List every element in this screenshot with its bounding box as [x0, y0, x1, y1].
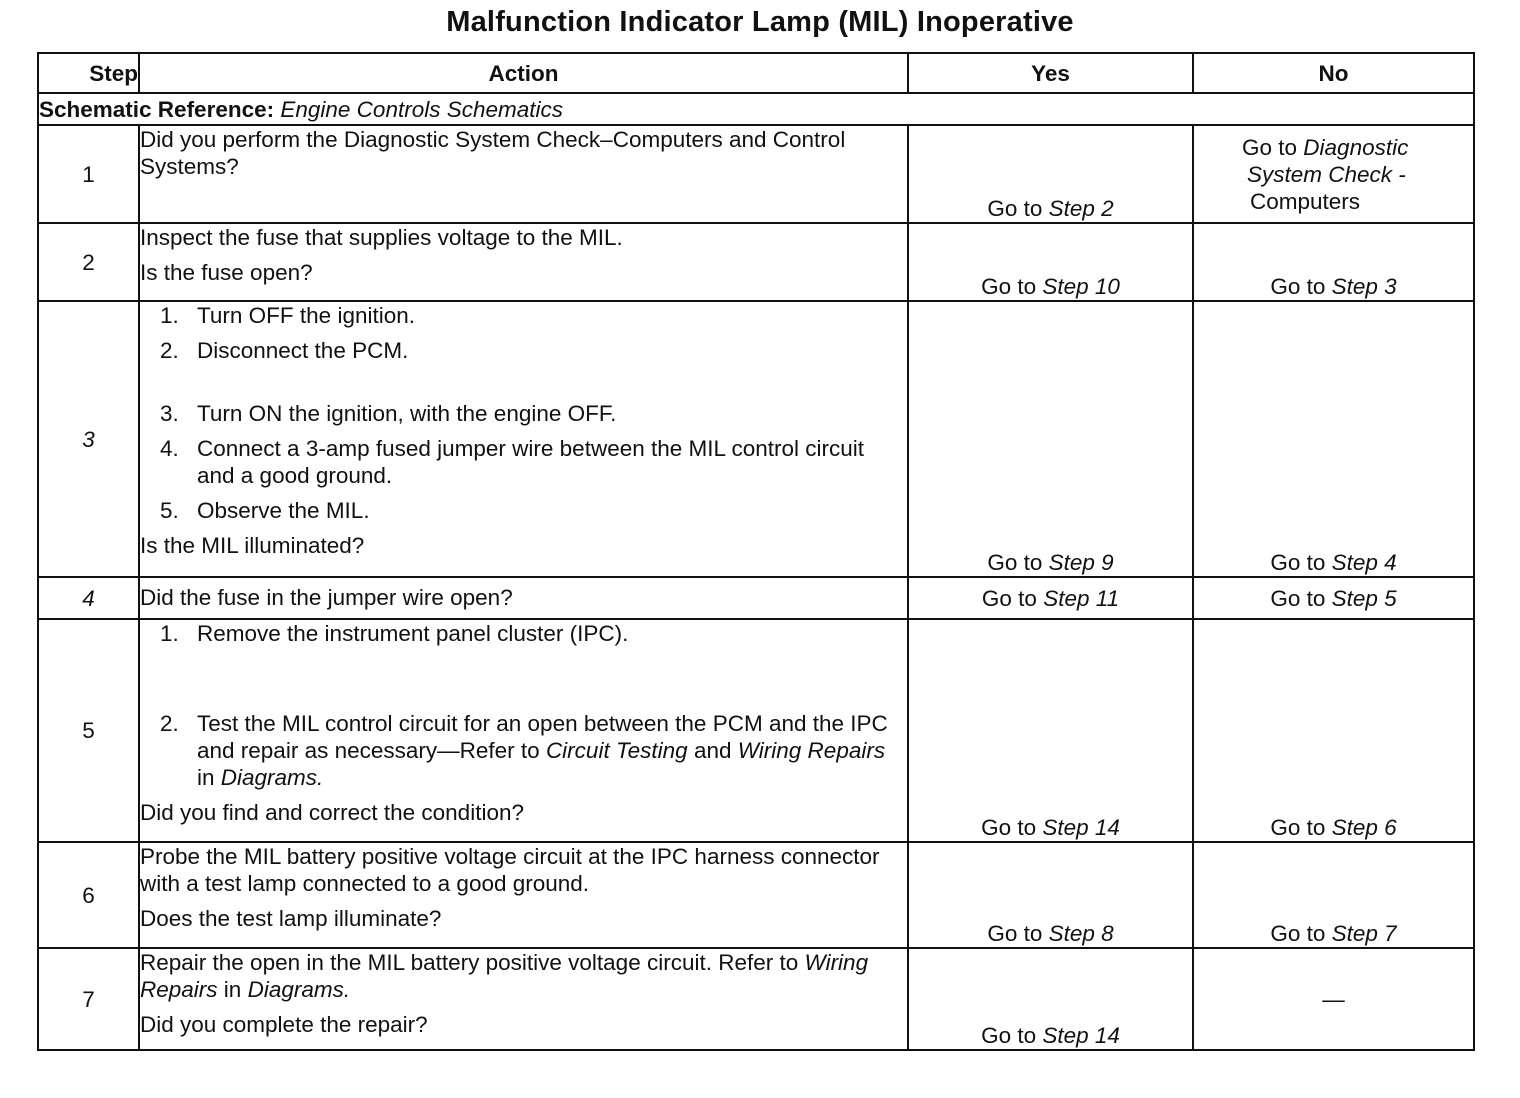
- table-row: [38, 125, 1474, 223]
- yes-step-link[interactable]: Step 14: [1042, 815, 1120, 840]
- go-to-text: Go to: [987, 921, 1043, 946]
- action-text: [140, 949, 907, 1003]
- list-item-text: Test the MIL control circuit for an open between the PCM and the IPC and repair as necessary—Refer to: [197, 711, 888, 763]
- table-row: [38, 619, 1474, 842]
- circuit-testing-link[interactable]: Circuit Testing: [545, 738, 688, 763]
- go-to-text: Go to: [981, 815, 1037, 840]
- step-number: 7: [38, 948, 139, 1050]
- yes-cell: [908, 842, 1193, 948]
- list-item-number: 1.: [160, 303, 179, 328]
- yes-cell: [908, 125, 1193, 223]
- wiring-repairs-link[interactable]: Wiring Repairs: [140, 950, 869, 1002]
- yes-step-link[interactable]: Step 11: [1043, 585, 1120, 611]
- list-item: [140, 302, 907, 329]
- list-item-text: Observe the MIL.: [197, 498, 370, 523]
- no-step-text: Computers: [1250, 189, 1361, 214]
- in-text: in: [223, 977, 242, 1002]
- action-question: Does the test lamp illuminate?: [140, 906, 442, 931]
- action-question: Is the MIL illuminated?: [140, 533, 365, 558]
- go-to-text: Go to: [987, 550, 1043, 575]
- action-cell: [139, 223, 908, 301]
- no-cell: [1193, 948, 1474, 1050]
- list-item: [140, 400, 907, 427]
- wiring-repairs-link[interactable]: Wiring Repairs: [737, 738, 886, 763]
- action-cell: [139, 619, 908, 842]
- yes-step-link[interactable]: Step 10: [1042, 274, 1120, 299]
- schematic-reference-row: [38, 93, 1474, 125]
- action-cell: [139, 125, 908, 223]
- step-number: 2: [38, 223, 139, 301]
- go-to-text: Go to: [981, 585, 1037, 611]
- no-cell: [1193, 577, 1474, 619]
- yes-column-header: Yes: [908, 53, 1193, 93]
- action-question: Did you find and correct the condition?: [140, 800, 524, 825]
- step-number: 1: [38, 125, 139, 223]
- no-cell: [1193, 301, 1474, 577]
- yes-cell: [908, 223, 1193, 301]
- yes-step-link[interactable]: Step 9: [1048, 550, 1114, 575]
- schematic-reference-label: Schematic Reference:: [39, 96, 275, 122]
- yes-step-link[interactable]: Step 8: [1048, 921, 1114, 946]
- action-text: Probe the MIL battery positive voltage circuit at the IPC harness connector with a test lamp connected to a good ground.: [140, 844, 880, 896]
- go-to-text: Go to: [1270, 585, 1326, 611]
- go-to-text: Go to: [1242, 135, 1298, 160]
- list-item-number: 5.: [160, 498, 179, 523]
- go-to-text: Go to: [1270, 921, 1326, 946]
- list-item: [140, 497, 907, 524]
- action-text-main: Repair the open in the MIL battery positive voltage circuit. Refer to: [140, 950, 799, 975]
- header-row: [38, 53, 1474, 93]
- go-to-text: Go to: [1270, 550, 1326, 575]
- table-row: [38, 301, 1474, 577]
- no-cell: [1193, 842, 1474, 948]
- go-to-text: Go to: [1270, 274, 1326, 299]
- action-cell: [139, 301, 908, 577]
- action-cell: [139, 842, 908, 948]
- no-step-link[interactable]: Step 4: [1331, 550, 1397, 575]
- diagrams-link[interactable]: Diagrams.: [247, 977, 351, 1002]
- action-column-header: Action: [139, 53, 908, 93]
- no-step-link-cont[interactable]: System Check -: [1247, 162, 1406, 187]
- action-steps-list: [140, 302, 907, 524]
- no-step-link[interactable]: Step 7: [1331, 921, 1397, 946]
- in-text: in: [197, 765, 215, 790]
- schematic-reference: [38, 93, 1474, 125]
- list-item: [140, 435, 907, 489]
- yes-cell: [908, 948, 1193, 1050]
- no-cell: [1193, 125, 1474, 223]
- yes-cell: [908, 619, 1193, 842]
- list-item-number: 3.: [160, 401, 179, 426]
- list-item-text: Turn ON the ignition, with the engine OFF.: [197, 401, 617, 426]
- table-row: [38, 842, 1474, 948]
- yes-step-link[interactable]: Step 14: [1042, 1023, 1120, 1048]
- step-number: 3: [38, 301, 139, 577]
- and-text: and: [693, 738, 732, 763]
- table-row: [38, 223, 1474, 301]
- diagrams-link[interactable]: Diagrams.: [220, 765, 324, 790]
- list-item-number: 2.: [160, 338, 179, 363]
- go-to-text: Go to: [987, 196, 1043, 221]
- schematic-reference-link[interactable]: Engine Controls Schematics: [280, 96, 564, 122]
- action-question: Did the fuse in the jumper wire open?: [140, 585, 513, 610]
- no-dash: —: [1322, 986, 1345, 1012]
- no-cell: [1193, 223, 1474, 301]
- no-step-link[interactable]: Diagnostic: [1303, 135, 1409, 160]
- list-item-text: Connect a 3-amp fused jumper wire between the MIL control circuit and a good ground.: [197, 436, 864, 488]
- action-text: Inspect the fuse that supplies voltage to the MIL.: [140, 225, 623, 250]
- no-step-link[interactable]: Step 3: [1331, 274, 1397, 299]
- step-number: 4: [38, 577, 139, 619]
- action-steps-list: [140, 620, 907, 791]
- no-cell: [1193, 619, 1474, 842]
- yes-cell: [908, 577, 1193, 619]
- action-question: Did you perform the Diagnostic System Check–Computers and Control Systems?: [140, 127, 846, 179]
- list-item-number: 4.: [160, 436, 179, 461]
- list-item: [140, 620, 907, 647]
- table-row: [38, 577, 1474, 619]
- go-to-text: Go to: [981, 274, 1037, 299]
- go-to-text: Go to: [1270, 815, 1326, 840]
- action-question: Is the fuse open?: [140, 260, 313, 285]
- step-number: 6: [38, 842, 139, 948]
- page-title: Malfunction Indicator Lamp (MIL) Inoperative: [446, 6, 1074, 38]
- diagnostic-table: [37, 52, 1475, 1051]
- list-item-text: Turn OFF the ignition.: [197, 303, 416, 328]
- list-item-number: 2.: [160, 711, 179, 736]
- action-cell: [139, 948, 908, 1050]
- no-column-header: No: [1193, 53, 1474, 93]
- table-row: [38, 948, 1474, 1050]
- yes-cell: [908, 301, 1193, 577]
- step-number: 5: [38, 619, 139, 842]
- action-question: Did you complete the repair?: [140, 1012, 428, 1037]
- list-item: [140, 337, 907, 364]
- action-cell: [139, 577, 908, 619]
- yes-step-link[interactable]: Step 2: [1048, 196, 1114, 221]
- list-item-text: Remove the instrument panel cluster (IPC).: [197, 621, 629, 646]
- no-step-link[interactable]: Step 6: [1331, 815, 1397, 840]
- no-step-link[interactable]: Step 5: [1331, 585, 1397, 611]
- step-column-header: Step: [38, 53, 139, 93]
- list-item: [140, 710, 907, 791]
- list-item-number: 1.: [160, 621, 179, 646]
- list-item-text: Disconnect the PCM.: [197, 338, 409, 363]
- go-to-text: Go to: [981, 1023, 1037, 1048]
